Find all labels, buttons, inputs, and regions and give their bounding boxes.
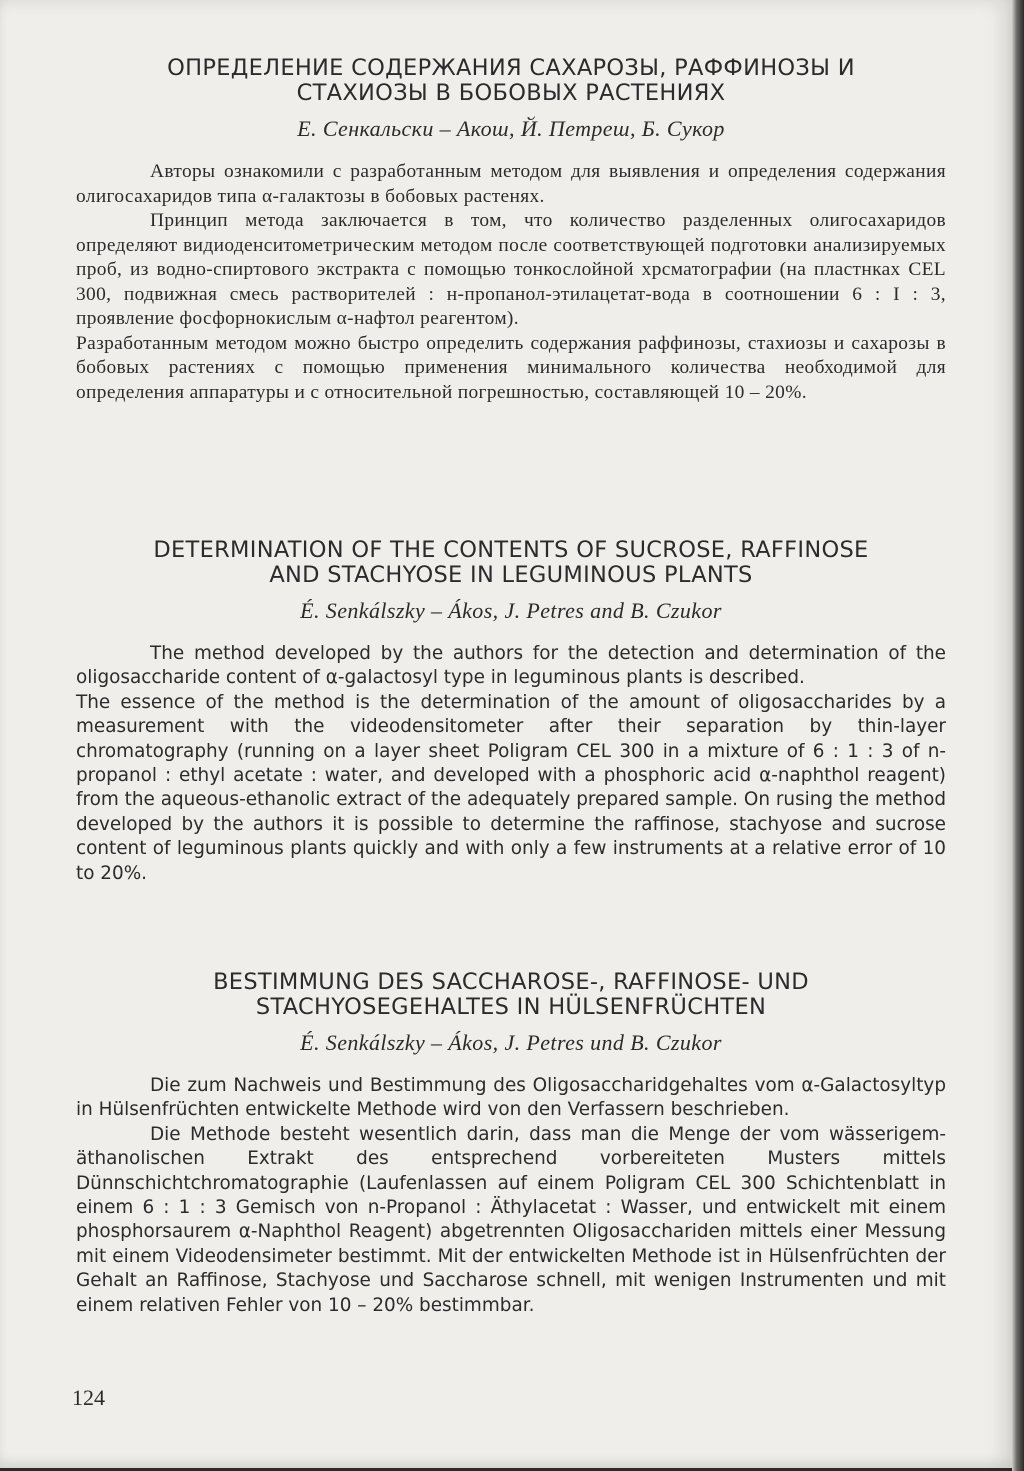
english-body [76, 642, 946, 886]
german-authors: É. Senkálszky – Ákos, J. Petres und B. Czukor [300, 1030, 722, 1055]
english-title [76, 538, 946, 588]
german-title-line-2: STACHYOSEGEHALTES IN HÜLSENFRÜCHTEN [255, 994, 767, 1020]
english-paragraph-1: The method developed by the authors for the detection and determination of the oligosaccharide content of α-galactosyl type in leguminous plants is described. [76, 643, 946, 689]
page-number: 124 [72, 1385, 105, 1410]
english-title-line-1: DETERMINATION OF THE CONTENTS OF SUCROSE, RAFFINOSE [153, 537, 869, 563]
english-abstract [76, 538, 946, 886]
russian-paragraph-2: Принцип метода заключается в том, что количество разделенных олигосахаридов определяют видиоденситометрическим методом после соответствующей подготовки анализируемых проб, из водно-спиртового экстракта с помощью тонкослойной хрсматографии (на пластнках CEL 300, подвижная смесь растворителей : н-пропанол-этилацетат-вода в соотношении 6 : I : 3, проявление фосфорнокислым α-нафтол реагентом). [76, 210, 946, 329]
russian-abstract [76, 56, 946, 405]
russian-title-line-1: ОПРЕДЕЛЕНИЕ СОДЕРЖАНИЯ САХАРОЗЫ, РАФФИНОЗЫ И [167, 55, 855, 81]
russian-title-line-2: СТАХИОЗЫ В БОБОВЫХ РАСТЕНИЯХ [296, 80, 726, 106]
russian-paragraph-1: Авторы ознакомили с разработанным методом для выявления и определения содержания олигосахаридов типа α-галактозы в бобовых растенях. [76, 161, 946, 207]
russian-body [76, 160, 946, 405]
german-paragraph-1: Die zum Nachweis und Bestimmung des Oligosaccharidgehaltes vom α-Galactosyltyp in Hülsenfrüchten entwickelte Methode wird von den Verfassern beschrieben. [76, 1075, 946, 1121]
russian-authors: Е. Сенкальски – Акош, Й. Петреш, Б. Сукор [297, 116, 725, 141]
german-body [76, 1074, 946, 1318]
german-title-line-1: BESTIMMUNG DES SACCHAROSE-, RAFFINOSE- UND [213, 969, 809, 995]
russian-paragraph-3: Разработанным методом можно быстро определить содержания раффинозы, стахиозы и сахарозы в бобовых растениях с помощью применения минимального количества необходимой для определения аппаратуры и с относительной погрешностью, составляющей 10 – 20%. [76, 332, 946, 403]
english-title-line-2: AND STACHYOSE IN LEGUMINOUS PLANTS [269, 562, 753, 588]
page-edge-shadow [1012, 0, 1024, 1471]
german-abstract [76, 970, 946, 1318]
english-paragraph-2: The essence of the method is the determination of the amount of oligosaccharides by a measurement with the videodensitometer after their separation by thin-layer chromatography (running on a layer sheet Poligram CEL 300 in a mixture of 6 : 1 : 3 of n-propanol : ethyl acetate : water, and developed with a phosphoric acid α-naphthol reagent) from the aqueous-ethanolic extract of the adequately prepared sample. On rusing the method developed by the authors it is possible to determine the raffinose, stachyose and sucrose content of leguminous plants quickly and with only a few instruments at a relative error of 10 to 20%. [76, 691, 946, 884]
german-paragraph-2: Die Methode besteht wesentlich darin, dass man die Menge der vom wässerigem-äthanolischen Extrakt des entsprechend vorbereiteten Musters mittels Dünnschichtchromatographie (Laufenlassen auf einem Poligram CEL 300 Schichtenblatt in einem 6 : 1 : 3 Gemisch von n-Propanol : Äthylacetat : Wasser, und entwickelt mit einem phosphorsaurem α-Naphthol Reagent) abgetrennten Oligosacchariden mittels einer Messung mit einem Videodensimeter bestimmt. Mit der entwickelten Methode ist in Hülsenfrüchten der Gehalt an Raffinose, Stachyose und Saccharose schnell, mit wenigen Instrumenten und mit einem relativen Fehler von 10 – 20% bestimmbar. [76, 1123, 946, 1316]
russian-title [76, 56, 946, 106]
english-authors: É. Senkálszky – Ákos, J. Petres and B. Czukor [300, 598, 722, 623]
german-title [76, 970, 946, 1020]
